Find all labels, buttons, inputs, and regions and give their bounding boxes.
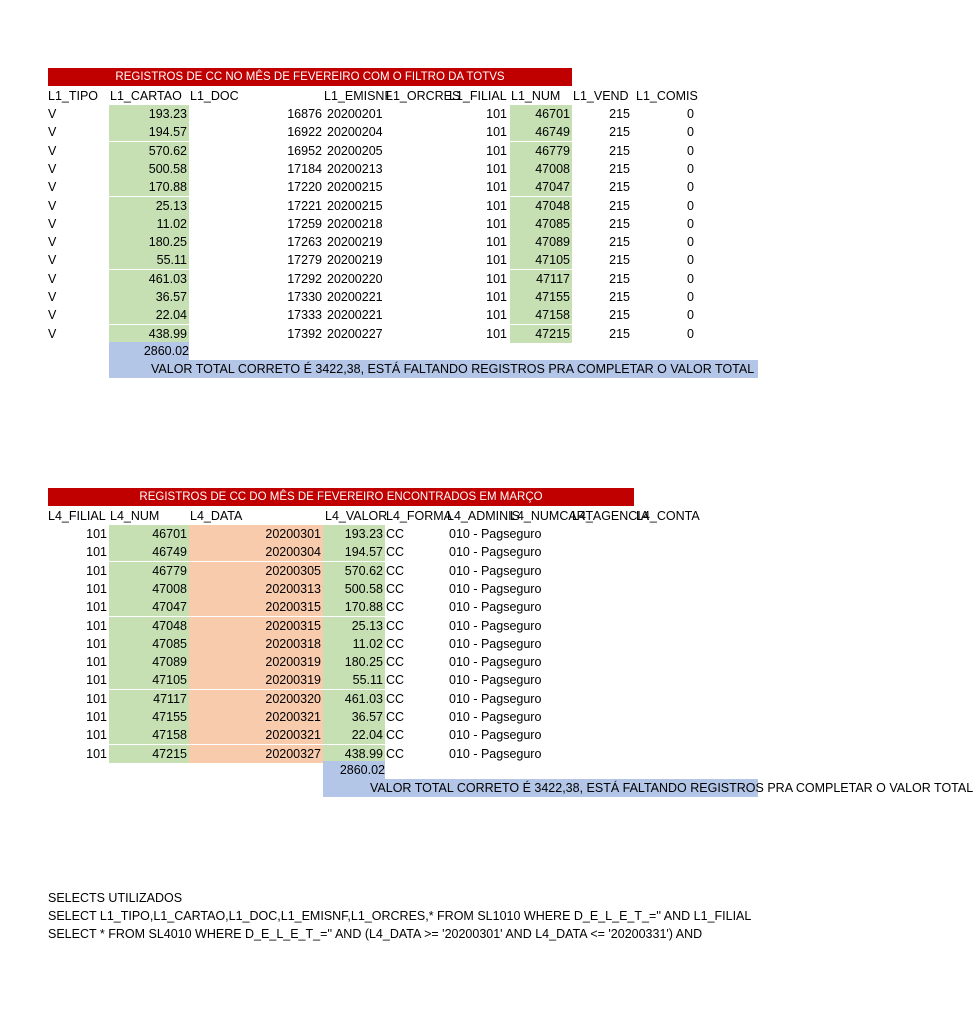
table1-cell: 215	[609, 216, 630, 231]
table1-cell: 20200213	[327, 161, 383, 176]
table2-cell: CC	[386, 636, 405, 651]
table1-cell: 47089	[510, 233, 572, 251]
table2-cell: 101	[86, 618, 107, 633]
table1-cell: 46779	[510, 142, 572, 160]
table2-cell: 101	[86, 673, 107, 688]
table2-header-cell: L4_FILIAL	[48, 509, 106, 523]
table1-cell: 215	[609, 107, 630, 121]
table1-cell: 500.58	[109, 160, 189, 178]
table1-cell: 101	[486, 271, 507, 286]
table1-cell: 16922	[287, 125, 322, 140]
table2-cell: 010 - Pagseguro	[449, 563, 542, 578]
table1-cell: 17292	[287, 271, 322, 286]
table1-cell: 36.57	[109, 288, 189, 306]
table1-cell: 0	[687, 161, 694, 176]
table1-cell: 17330	[287, 290, 322, 304]
table1-cell: 16952	[287, 143, 322, 158]
table2-cell: 36.57	[323, 708, 385, 726]
table2-cell: 010 - Pagseguro	[449, 527, 542, 541]
table2-cell: 20200320	[189, 690, 323, 708]
table1-cell: 0	[687, 180, 694, 195]
table2-header-cell: L4_AGENCIA	[572, 509, 650, 523]
table1-header-cell: L1_COMIS	[636, 89, 698, 103]
table1-cell: 101	[486, 107, 507, 121]
table1-cell: 101	[486, 235, 507, 250]
table2-header-cell: L4_NUMCART	[510, 509, 594, 523]
table2-cell: 010 - Pagseguro	[449, 581, 542, 596]
table2-cell: 20200304	[189, 543, 323, 561]
table2-cell: 500.58	[323, 580, 385, 598]
table2-cell: 570.62	[323, 562, 385, 580]
table2-cell: 46749	[109, 543, 189, 561]
table2-cell: 193.23	[323, 525, 385, 543]
table2-cell: 101	[86, 600, 107, 615]
table2-cell: 101	[86, 746, 107, 761]
table1-cell: 0	[687, 326, 694, 341]
table1-cell: V	[48, 180, 57, 195]
select-line-2: SELECT * FROM SL4010 WHERE D_E_L_E_T_='' AND (L4_DATA >= '20200301' AND L4_DATA <= '20200331') AND	[48, 927, 703, 941]
table1-cell: 215	[609, 161, 630, 176]
table1-cell: 17333	[287, 308, 322, 323]
table2-cell: 194.57	[323, 543, 385, 561]
table1-note: VALOR TOTAL CORRETO É 3422,38, ESTÁ FALTANDO REGISTROS PRA COMPLETAR O VALOR TOTAL	[109, 360, 758, 378]
table2-cell: CC	[386, 746, 405, 761]
table1-cell: 461.03	[109, 270, 189, 288]
table1-cell: 215	[609, 308, 630, 323]
table2-cell: 101	[86, 655, 107, 670]
table1-cell: 101	[486, 216, 507, 231]
table1-cell: 101	[486, 125, 507, 140]
table2-cell: 47008	[109, 580, 189, 598]
table2-cell: 010 - Pagseguro	[449, 673, 542, 688]
table2-cell: 101	[86, 581, 107, 596]
table2-cell: 20200318	[189, 635, 323, 653]
table2-cell: 20200305	[189, 562, 323, 580]
table1-cell: 46701	[510, 105, 572, 123]
table2-cell: 20200321	[189, 708, 323, 726]
table2-cell: 101	[86, 636, 107, 651]
table1-cell: 0	[687, 107, 694, 121]
table2-cell: 438.99	[323, 745, 385, 763]
table1-cell: 17220	[287, 180, 322, 195]
table1-cell: 570.62	[109, 142, 189, 160]
table1-cell: 0	[687, 216, 694, 231]
table2-cell: 20200313	[189, 580, 323, 598]
table2-header-cell: L4_ADMINIS	[447, 509, 520, 523]
table1-cell: 47008	[510, 160, 572, 178]
table1-cell: 55.11	[109, 251, 189, 269]
table1-cell: 47215	[510, 325, 572, 343]
table1-header-cell: L1_CARTAO	[110, 89, 182, 103]
table1-cell: V	[48, 107, 57, 121]
table1-cell: 47117	[510, 270, 572, 288]
table1-header-cell: L1_NUM	[511, 89, 561, 103]
table1-cell: 101	[486, 198, 507, 213]
table1-cell: 101	[486, 290, 507, 304]
table1-cell: V	[48, 326, 57, 341]
table2-cell: 010 - Pagseguro	[449, 618, 542, 633]
table1-cell: 17221	[287, 198, 322, 213]
table1-cell: 0	[687, 125, 694, 140]
table2-header-cell: L4_CONTA	[636, 509, 700, 523]
table1-cell: 101	[486, 253, 507, 268]
table1-cell: 20200218	[327, 216, 383, 231]
table2-header-cell: L4_NUM	[110, 509, 160, 523]
table1-cell: 101	[486, 180, 507, 195]
table1-cell: 0	[687, 308, 694, 323]
table1-cell: 20200205	[327, 143, 383, 158]
table1-cell: 47158	[510, 306, 572, 324]
table1-cell: 0	[687, 271, 694, 286]
table1-header-cell: L1_EMISNF	[324, 89, 393, 103]
table2-cell: CC	[386, 673, 405, 688]
table1-cell: 22.04	[109, 306, 189, 324]
table2-total: 2860.02	[323, 761, 385, 779]
table2-cell: 20200301	[189, 525, 323, 543]
table1-header-cell: L1_FILIAL	[449, 89, 507, 103]
table2-cell: 20200321	[189, 726, 323, 744]
table1-cell: V	[48, 308, 57, 323]
table1-cell: 17279	[287, 253, 322, 268]
table1-cell: 215	[609, 198, 630, 213]
table1-cell: 0	[687, 235, 694, 250]
table1-cell: 215	[609, 143, 630, 158]
table1-cell: 47047	[510, 178, 572, 196]
table2-cell: 47105	[109, 671, 189, 689]
table2-cell: 010 - Pagseguro	[449, 600, 542, 615]
table1-cell: 47085	[510, 215, 572, 233]
table1-cell: 193.23	[109, 105, 189, 123]
table1-cell: 16876	[287, 107, 322, 121]
table2-cell: CC	[386, 691, 405, 706]
table1-header-cell: L1_ORCRES	[386, 89, 461, 103]
table1-cell: 20200227	[327, 326, 383, 341]
table2-cell: 25.13	[323, 617, 385, 635]
table1-cell: 215	[609, 290, 630, 304]
table2-cell: CC	[386, 527, 405, 541]
table2-cell: 20200315	[189, 617, 323, 635]
table1-cell: 20200221	[327, 290, 383, 304]
table1-cell: 180.25	[109, 233, 189, 251]
table2-cell: 010 - Pagseguro	[449, 710, 542, 724]
table1-cell: 20200221	[327, 308, 383, 323]
table1-cell: 47105	[510, 251, 572, 269]
table1-cell: V	[48, 161, 57, 176]
table1-cell: 20200219	[327, 235, 383, 250]
table1-title-banner: REGISTROS DE CC NO MÊS DE FEVEREIRO COM O FILTRO DA TOTVS	[48, 68, 572, 86]
table2-cell: 11.02	[323, 635, 385, 653]
table2-title-banner: REGISTROS DE CC DO MÊS DE FEVEREIRO ENCONTRADOS EM MARÇO	[48, 488, 634, 506]
table2-cell: 46779	[109, 562, 189, 580]
table2-cell: 46701	[109, 525, 189, 543]
table2-cell: 20200327	[189, 745, 323, 763]
table2-note: VALOR TOTAL CORRETO É 3422,38, ESTÁ FALTANDO REGISTROS PRA COMPLETAR O VALOR TOTAL	[323, 779, 758, 797]
table2-cell: 010 - Pagseguro	[449, 691, 542, 706]
table1-cell: 25.13	[109, 197, 189, 215]
table1-cell: 17263	[287, 235, 322, 250]
table1-cell: V	[48, 125, 57, 140]
selects-title: SELECTS UTILIZADOS	[48, 891, 183, 905]
table2-cell: 20200319	[189, 653, 323, 671]
table2-header-cell: L4_DATA	[190, 509, 243, 523]
table2-cell: 20200315	[189, 598, 323, 616]
table1-cell: V	[48, 198, 57, 213]
table2-cell: 010 - Pagseguro	[449, 545, 542, 560]
table2-cell: 180.25	[323, 653, 385, 671]
table1-cell: 46749	[510, 123, 572, 141]
table2-cell: 47047	[109, 598, 189, 616]
table2-cell: 170.88	[323, 598, 385, 616]
table1-header-cell: L1_DOC	[190, 89, 239, 103]
table1-cell: 17392	[287, 326, 322, 341]
table1-cell: 101	[486, 308, 507, 323]
table1-cell: V	[48, 253, 57, 268]
table2-cell: 461.03	[323, 690, 385, 708]
table2-cell: CC	[386, 545, 405, 560]
table1-cell: 20200204	[327, 125, 383, 140]
table2-cell: 47117	[109, 690, 189, 708]
table1-cell: 170.88	[109, 178, 189, 196]
table1-cell: V	[48, 271, 57, 286]
table1-cell: 215	[609, 235, 630, 250]
table1-cell: 0	[687, 290, 694, 304]
table1-cell: 17259	[287, 216, 322, 231]
table2-cell: 101	[86, 527, 107, 541]
table2-cell: CC	[386, 655, 405, 670]
table2-cell: 47085	[109, 635, 189, 653]
table2-cell: CC	[386, 563, 405, 578]
table1-cell: V	[48, 235, 57, 250]
table2-cell: CC	[386, 581, 405, 596]
table1-cell: 0	[687, 143, 694, 158]
table2-cell: 47155	[109, 708, 189, 726]
select-line-1: SELECT L1_TIPO,L1_CARTAO,L1_DOC,L1_EMISNF,L1_ORCRES,* FROM SL1010 WHERE D_E_L_E_T_='' AND L1_FILIAL	[48, 909, 752, 923]
table1-cell: 20200220	[327, 271, 383, 286]
table2-cell: 47048	[109, 617, 189, 635]
table2-cell: 101	[86, 728, 107, 743]
table1-header-cell: L1_VEND	[573, 89, 629, 103]
table1-cell: V	[48, 216, 57, 231]
table1-cell: 0	[687, 198, 694, 213]
table1-cell: V	[48, 290, 57, 304]
table1-cell: 20200219	[327, 253, 383, 268]
table2-cell: CC	[386, 618, 405, 633]
table2-cell: 101	[86, 545, 107, 560]
table1-cell: 47155	[510, 288, 572, 306]
table2-cell: 010 - Pagseguro	[449, 655, 542, 670]
table2-cell: 010 - Pagseguro	[449, 636, 542, 651]
table2-cell: 55.11	[323, 671, 385, 689]
table2-cell: CC	[386, 728, 405, 743]
table1-cell: 11.02	[109, 215, 189, 233]
table2-cell: CC	[386, 600, 405, 615]
table2-cell: 47089	[109, 653, 189, 671]
table2-header-cell: L4_FORMA	[386, 509, 452, 523]
table2-header-cell: L4_VALOR	[325, 509, 388, 523]
table1-cell: 101	[486, 161, 507, 176]
table1-header-cell: L1_TIPO	[48, 89, 99, 103]
table2-cell: 101	[86, 563, 107, 578]
table2-cell: 101	[86, 691, 107, 706]
table1-cell: 101	[486, 326, 507, 341]
table1-cell: 215	[609, 180, 630, 195]
table2-cell: CC	[386, 710, 405, 724]
table2-cell: 47215	[109, 745, 189, 763]
table2-cell: 20200319	[189, 671, 323, 689]
table1-cell: 47048	[510, 197, 572, 215]
table2-cell: 22.04	[323, 726, 385, 744]
table1-cell: 215	[609, 253, 630, 268]
table2-cell: 101	[86, 710, 107, 724]
table1-total: 2860.02	[109, 342, 189, 360]
table1-cell: 20200201	[327, 107, 383, 121]
table1-cell: 0	[687, 253, 694, 268]
table2-cell: 010 - Pagseguro	[449, 746, 542, 761]
table1-cell: 20200215	[327, 198, 383, 213]
table1-cell: 215	[609, 326, 630, 341]
table1-cell: 20200215	[327, 180, 383, 195]
table1-cell: 101	[486, 143, 507, 158]
table2-cell: 47158	[109, 726, 189, 744]
table1-cell: 17184	[287, 161, 322, 176]
table1-cell: 215	[609, 271, 630, 286]
table1-cell: 215	[609, 125, 630, 140]
table1-cell: 194.57	[109, 123, 189, 141]
table2-cell: 010 - Pagseguro	[449, 728, 542, 743]
table1-cell: 438.99	[109, 325, 189, 343]
table1-cell: V	[48, 143, 57, 158]
